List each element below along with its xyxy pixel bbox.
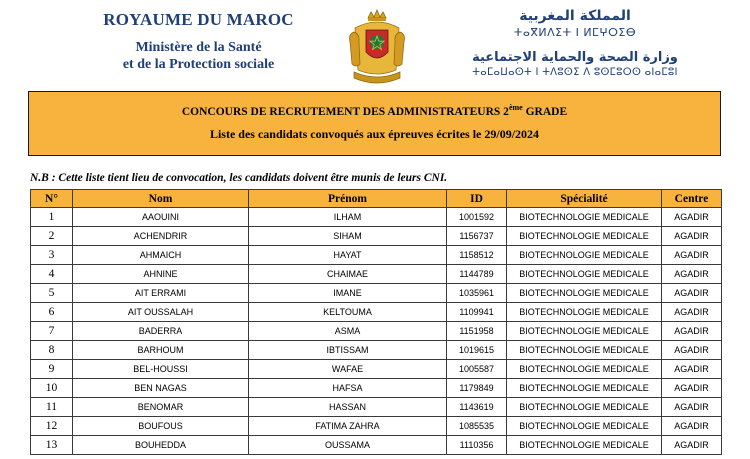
column-header-number: N° [31, 190, 73, 208]
candidates-table [30, 189, 722, 455]
cell-id: 1109941 [447, 303, 507, 322]
cell-nom: AAOUINI [73, 208, 249, 227]
table-row [31, 265, 722, 284]
cell-nom: BOUFOUS [73, 417, 249, 436]
cell-specialite: BIOTECHNOLOGIE MEDICALE [507, 322, 662, 341]
cell-specialite: BIOTECHNOLOGIE MEDICALE [507, 284, 662, 303]
cell-number: 9 [31, 360, 73, 379]
ministry-line-1: Ministère de la Santé [135, 40, 262, 55]
table-row [31, 322, 722, 341]
cell-centre: AGADIR [662, 341, 722, 360]
table-row [31, 398, 722, 417]
table-row [31, 436, 722, 455]
cell-id: 1110356 [447, 436, 507, 455]
column-header-specialite: Spécialité [507, 190, 662, 208]
cell-number: 13 [31, 436, 73, 455]
cell-specialite: BIOTECHNOLOGIE MEDICALE [507, 208, 662, 227]
cell-nom: AHMAICH [73, 246, 249, 265]
cell-nom: BADERRA [73, 322, 249, 341]
table-row [31, 303, 722, 322]
cell-id: 1144789 [447, 265, 507, 284]
cell-prenom: HASSAN [249, 398, 447, 417]
cell-prenom: CHAIMAE [249, 265, 447, 284]
cell-specialite: BIOTECHNOLOGIE MEDICALE [507, 360, 662, 379]
cell-nom: BENOMAR [73, 398, 249, 417]
cell-prenom: SIHAM [249, 227, 447, 246]
coat-of-arms-icon [346, 8, 408, 86]
cell-nom: AHNINE [73, 265, 249, 284]
cell-specialite: BIOTECHNOLOGIE MEDICALE [507, 379, 662, 398]
cell-centre: AGADIR [662, 265, 722, 284]
cell-centre: AGADIR [662, 417, 722, 436]
cell-specialite: BIOTECHNOLOGIE MEDICALE [507, 341, 662, 360]
column-header-nom: Nom [73, 190, 249, 208]
cell-centre: AGADIR [662, 227, 722, 246]
table-row [31, 208, 722, 227]
column-header-prenom: Prénom [249, 190, 447, 208]
cell-centre: AGADIR [662, 360, 722, 379]
cell-id: 1005587 [447, 360, 507, 379]
cell-nom: BOUHEDDA [73, 436, 249, 455]
cell-specialite: BIOTECHNOLOGIE MEDICALE [507, 265, 662, 284]
contest-title-superscript: ème [508, 103, 523, 112]
cell-number: 11 [31, 398, 73, 417]
cell-id: 1158512 [447, 246, 507, 265]
cell-specialite: BIOTECHNOLOGIE MEDICALE [507, 303, 662, 322]
notice-text: N.B : Cette liste tient lieu de convocation, les candidats doivent être munis de leurs CNI. [30, 172, 448, 184]
cell-number: 12 [31, 417, 73, 436]
cell-number: 6 [31, 303, 73, 322]
kingdom-title-tifinagh: ⵜⴰⴳⵍⴷⵉⵜ ⵏ ⵍⵎⵖⵔⵉⴱ [513, 26, 637, 39]
cell-specialite: BIOTECHNOLOGIE MEDICALE [507, 246, 662, 265]
cell-id: 1019615 [447, 341, 507, 360]
ministry-name-arabic: وزارة الصحة والحماية الاجتماعية [472, 50, 678, 65]
cell-centre: AGADIR [662, 379, 722, 398]
cell-number: 3 [31, 246, 73, 265]
header-left [96, 10, 301, 73]
cell-specialite: BIOTECHNOLOGIE MEDICALE [507, 227, 662, 246]
cell-id: 1179849 [447, 379, 507, 398]
column-header-id: ID [447, 190, 507, 208]
cell-centre: AGADIR [662, 303, 722, 322]
cell-prenom: HAFSA [249, 379, 447, 398]
header-right [470, 8, 680, 78]
cell-nom: BEN NAGAS [73, 379, 249, 398]
cell-id: 1085535 [447, 417, 507, 436]
cell-prenom: ASMA [249, 322, 447, 341]
table-header-row [31, 190, 722, 208]
kingdom-title-arabic: المملكة المغربية [519, 8, 631, 24]
table-row [31, 284, 722, 303]
cell-id: 1143619 [447, 398, 507, 417]
cell-prenom: OUSSAMA [249, 436, 447, 455]
table-row [31, 417, 722, 436]
cell-prenom: KELTOUMA [249, 303, 447, 322]
cell-nom: AIT ERRAMI [73, 284, 249, 303]
column-header-centre: Centre [662, 190, 722, 208]
table-row [31, 227, 722, 246]
table-row [31, 360, 722, 379]
cell-centre: AGADIR [662, 246, 722, 265]
table-row [31, 379, 722, 398]
cell-id: 1035961 [447, 284, 507, 303]
cell-specialite: BIOTECHNOLOGIE MEDICALE [507, 436, 662, 455]
cell-id: 1151958 [447, 322, 507, 341]
cell-nom: ACHENDRIR [73, 227, 249, 246]
ministry-name-tifinagh: ⵜⴰⵎⴰⵡⴰⵙⵜ ⵏ ⵜⴷⵓⵙⵉ ⴷ ⵓⵙⵎⵓⵔⵙ ⴰⵏⴰⵎⵓⵏ [472, 67, 678, 78]
cell-specialite: BIOTECHNOLOGIE MEDICALE [507, 398, 662, 417]
ministry-name [96, 39, 301, 73]
title-banner [28, 91, 721, 156]
cell-prenom: IBTISSAM [249, 341, 447, 360]
table-row [31, 246, 722, 265]
cell-prenom: ILHAM [249, 208, 447, 227]
cell-id: 1001592 [447, 208, 507, 227]
list-subtitle: Liste des candidats convoqués aux épreuves écrites le 29/09/2024 [209, 126, 540, 141]
cell-nom: BARHOUM [73, 341, 249, 360]
cell-nom: AIT OUSSALAH [73, 303, 249, 322]
cell-specialite: BIOTECHNOLOGIE MEDICALE [507, 417, 662, 436]
cell-id: 1156737 [447, 227, 507, 246]
kingdom-title: ROYAUME DU MAROC [103, 10, 294, 29]
cell-number: 7 [31, 322, 73, 341]
cell-number: 2 [31, 227, 73, 246]
cell-prenom: WAFAE [249, 360, 447, 379]
cell-centre: AGADIR [662, 322, 722, 341]
cell-nom: BEL-HOUSSI [73, 360, 249, 379]
cell-number: 4 [31, 265, 73, 284]
cell-number: 8 [31, 341, 73, 360]
cell-centre: AGADIR [662, 208, 722, 227]
cell-prenom: FATIMA ZAHRA [249, 417, 447, 436]
contest-title-prefix: CONCOURS DE RECRUTEMENT DES ADMINISTRATEURS 2 [181, 105, 509, 118]
cell-prenom: IMANE [249, 284, 447, 303]
cell-number: 1 [31, 208, 73, 227]
cell-centre: AGADIR [662, 436, 722, 455]
cell-centre: AGADIR [662, 284, 722, 303]
contest-title-suffix: GRADE [522, 105, 568, 118]
cell-centre: AGADIR [662, 398, 722, 417]
cell-prenom: HAYAT [249, 246, 447, 265]
contest-title [29, 103, 720, 118]
ministry-line-2: et de la Protection sociale [122, 57, 275, 72]
cell-number: 5 [31, 284, 73, 303]
table-row [31, 341, 722, 360]
cell-number: 10 [31, 379, 73, 398]
